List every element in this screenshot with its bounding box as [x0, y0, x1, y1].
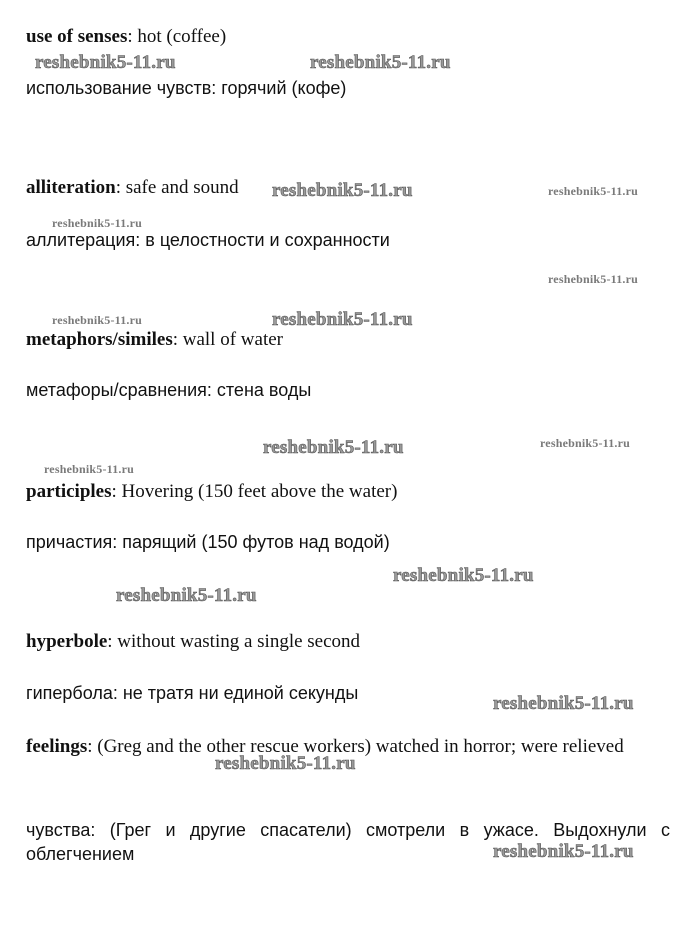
watermark: reshebnik5-11.ru: [548, 272, 638, 286]
term-example: : hot (coffee): [127, 26, 227, 47]
translation-alliteration: аллитерация: в целостности и сохранности: [26, 230, 390, 250]
watermark: reshebnik5-11.ru: [310, 52, 451, 73]
term-label: hyperbole: [26, 631, 108, 652]
entry-participles: [26, 480, 670, 504]
term-label: participles: [26, 481, 112, 502]
entry-use-of-senses: [26, 25, 670, 49]
term-example: : safe and sound: [115, 177, 239, 198]
entry-metaphors-similes: [26, 328, 670, 352]
watermark: reshebnik5-11.ru: [272, 180, 413, 201]
watermark: reshebnik5-11.ru: [215, 753, 356, 774]
term-example: : wall of water: [172, 329, 283, 350]
watermark: reshebnik5-11.ru: [540, 436, 630, 450]
watermark: reshebnik5-11.ru: [493, 693, 634, 714]
translation-hyperbole: гипербола: не тратя ни единой секунды: [26, 683, 359, 703]
term-label: alliteration: [26, 177, 116, 198]
term-label: use of senses: [26, 26, 128, 47]
watermark: reshebnik5-11.ru: [52, 313, 142, 327]
watermark: reshebnik5-11.ru: [35, 52, 176, 73]
watermark: reshebnik5-11.ru: [393, 565, 534, 586]
translation-feelings: чувства: (Грег и другие спасатели) смотрели в ужасе. Выдохнули с облегчением: [26, 820, 670, 864]
watermark: reshebnik5-11.ru: [272, 309, 413, 330]
watermark: reshebnik5-11.ru: [116, 585, 257, 606]
watermark: reshebnik5-11.ru: [44, 462, 134, 476]
translation-participles: причастия: парящий (150 футов над водой): [26, 532, 390, 552]
term-label: feelings: [26, 736, 88, 757]
term-example: : Hovering (150 feet above the water): [111, 481, 398, 502]
term-label: metaphors/similes: [26, 329, 173, 350]
watermark: reshebnik5-11.ru: [548, 184, 638, 198]
watermark: reshebnik5-11.ru: [52, 216, 142, 230]
term-example: : without wasting a single second: [107, 631, 361, 652]
translation-metaphors-similes: метафоры/сравнения: стена воды: [26, 380, 312, 400]
watermark: reshebnik5-11.ru: [493, 841, 634, 862]
term-example: : (Greg and the other rescue workers) watched in horror; were relieved: [87, 736, 624, 757]
translation-use-of-senses: использование чувств: горячий (кофе): [26, 78, 347, 98]
watermark: reshebnik5-11.ru: [263, 437, 404, 458]
entry-hyperbole: [26, 630, 670, 654]
